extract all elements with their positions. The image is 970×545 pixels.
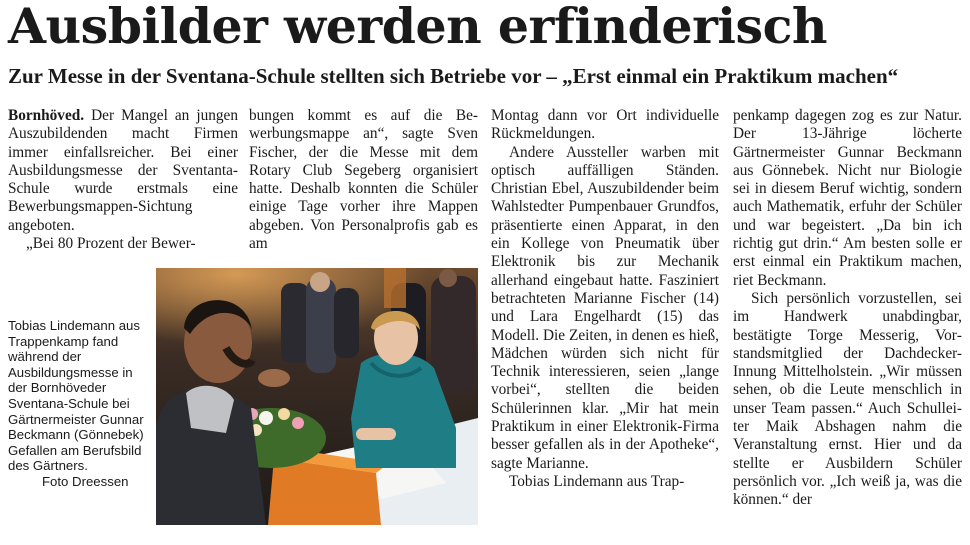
article-photo [156, 268, 478, 525]
paragraph: bungen kommt es auf die Bewerbungsmappe an“, sagte Sven Fischer, der die Messe mit dem Rotary Club Segeberg organisiert hatte. Deshalb konnten die Schüler einige Tage vorher ihre Mappen abgeben. Von Personalprofis gab es am [249, 107, 478, 253]
paragraph: penkamp dagegen zog es zur Natur. Der 13-Jährige löcherte Gärtnermeister Gunnar Beckmann aus Gönnebek. Nicht nur Biologie sei in diesem Beruf wichtig, sondern auch Mathematik, erfuhr der Schüler und war begeistert. „Da bin ich richtig gut drin.“ Am besten solle er erst einmal ein Praktikum machen, riet Beckmann. [733, 107, 962, 289]
lead-paragraph [8, 107, 238, 235]
paragraph: Tobias Lindemann aus Trap- [509, 472, 685, 490]
column-1 [8, 107, 238, 253]
photo-credit: Foto Dreessen [42, 473, 129, 489]
lead-text: Der Mangel an jungen Auszubildenden macht Firmen immer einfallsreicher. Bei einer Ausbildungsmesse der Sventanta-Schule wurde erstmals eine Bewerbungsmappen-Sichtung angeboten. [8, 107, 238, 234]
column-3 [491, 107, 719, 491]
paragraph: Sich persönlich vorzustellen, sei im Handwerk unabdingbar, bestätigte Torge Messerig, Vorstandsmitglied der Dachdecker-Innung Mittelholstein. „Wir müssen sehen, ob die Leute menschlich in unser Team passen.“ Auch Schulleiter Maik Abshagen nahm die Veranstaltung ernst. Hier und da stellte er Ausbildern Schüler persönlich vor. „Ich weiß ja, was die können.“ der [733, 289, 962, 509]
headline: Ausbilder werden erfinderisch [8, 0, 828, 55]
caption-text: Tobias Lindemann aus Trappenkamp fand während der Ausbildungsmesse in der Bornhöveder Sventana-Schule bei Gärtnermeister Gunnar Beckmann (Gönnebek) Gefallen am Berufsbild des Gärtners. [8, 318, 144, 474]
dateline: Bornhöved. [8, 107, 85, 124]
column-4 [733, 107, 962, 510]
subheadline: Zur Messe in der Sventana-Schule stellten sich Betriebe vor – „Erst einmal ein Praktikum machen“ [8, 64, 899, 88]
paragraph: „Bei 80 Prozent der Bewer- [26, 235, 196, 253]
column-2 [249, 107, 478, 253]
paragraph: Andere Aussteller warben mit optisch auffälligen Ständen. Christian Ebel, Auszubildender beim Wahlstedter Pumpenbauer Grundfos, präsentierte einen Apparat, in den ein Kollege von Pneumatik über Elektronik bis zur Mechanik allerhand eingebaut hatte. Fasziniert betrachteten Marianne Fischer (14) und Lara Engelhardt (15) das Modell. Die Zeiten, in denen es hieß, Mädchen würden sich nicht für Technik interessieren, seien „lange vorbei“, stellten die beiden Schülerinnen klar. „Mir hat mein Praktikum in einer Elektronik-Firma besser gefallen als in der Apotheke“, sagte Marianne. [491, 143, 719, 472]
photo-illustration [156, 268, 478, 525]
paragraph: Montag dann vor Ort individuelle Rückmeldungen. [491, 107, 719, 143]
photo-caption [8, 318, 148, 490]
